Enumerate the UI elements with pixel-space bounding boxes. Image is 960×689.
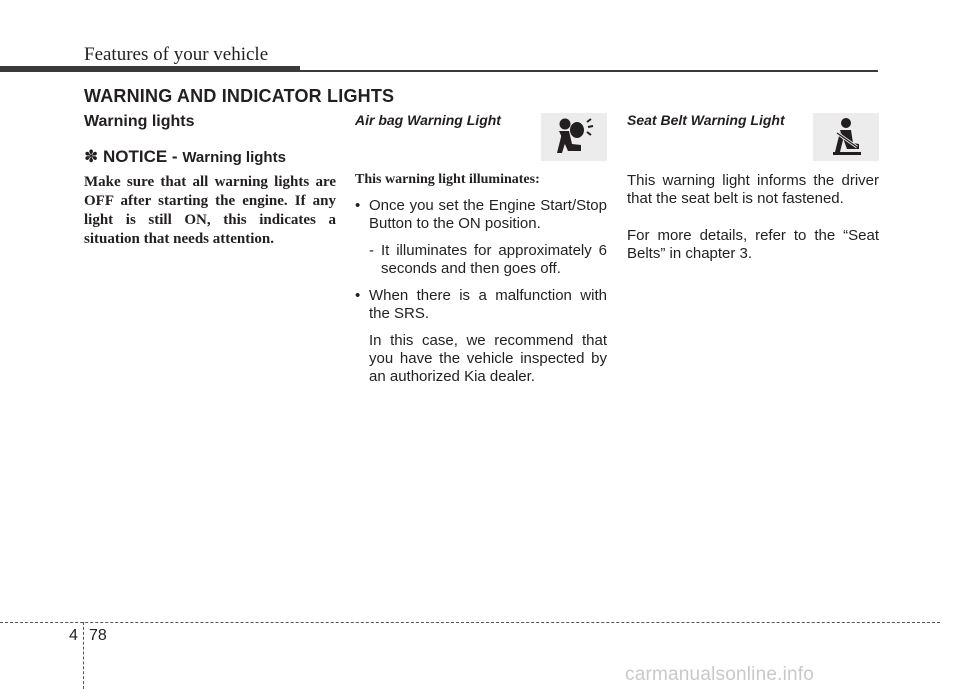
warning-lights-heading: Warning lights <box>84 113 195 130</box>
seat-belt-paragraph-2: For more details, refer to the “Seat Belts” in chapter 3. <box>627 227 879 262</box>
airbag-dash-1-text: It illuminates for approximately 6 seconds and then goes off. <box>381 242 607 277</box>
airbag-bullet-2 <box>355 287 607 323</box>
column-airbag <box>355 110 607 386</box>
airbag-lead: This warning light illuminates: <box>355 172 540 187</box>
airbag-warning-icon <box>541 113 607 161</box>
section-title: WARNING AND INDICATOR LIGHTS <box>84 86 395 106</box>
notice-subtitle: Warning lights <box>182 149 286 166</box>
column-warning-lights <box>84 110 336 249</box>
seat-belt-warning-icon <box>813 113 879 161</box>
airbag-bullet-2-text: When there is a malfunction with the SRS. <box>369 287 607 322</box>
header-rule-thick <box>0 66 300 72</box>
bullet-mark: • <box>355 287 361 304</box>
notice-heading <box>84 147 336 167</box>
notice-star-icon: ✽ <box>84 147 99 166</box>
notice-body: Make sure that all warning lights are OFF after starting the engine. If any light is still ON, this indicates a situation that needs attention. <box>84 174 336 247</box>
notice-label: NOTICE - <box>102 147 183 166</box>
page-number: 78 <box>89 627 107 644</box>
seat-belt-heading: Seat Belt Warning Light <box>627 112 785 128</box>
airbag-dash-1 <box>355 242 607 278</box>
chapter-number: 4 <box>69 627 78 644</box>
airbag-heading: Air bag Warning Light <box>355 112 501 128</box>
airbag-bullet-1 <box>355 197 607 233</box>
airbag-bullet-2-note: In this case, we recommend that you have the vehicle inspected by an authorized Kia dealer. <box>369 332 607 385</box>
column-seat-belt <box>627 110 879 263</box>
airbag-bullet-1-text: Once you set the Engine Start/Stop Button to the ON position. <box>369 197 607 232</box>
footer-rule <box>0 622 940 623</box>
header-rule-thin <box>300 70 878 72</box>
header-title: Features of your vehicle <box>84 44 269 65</box>
watermark: carmanualsonline.info <box>625 664 815 685</box>
dash-mark: - <box>369 242 374 259</box>
bullet-mark: • <box>355 197 361 214</box>
seat-belt-paragraph-1: This warning light informs the driver that the seat belt is not fastened. <box>627 172 879 207</box>
footer-divider <box>83 622 84 689</box>
